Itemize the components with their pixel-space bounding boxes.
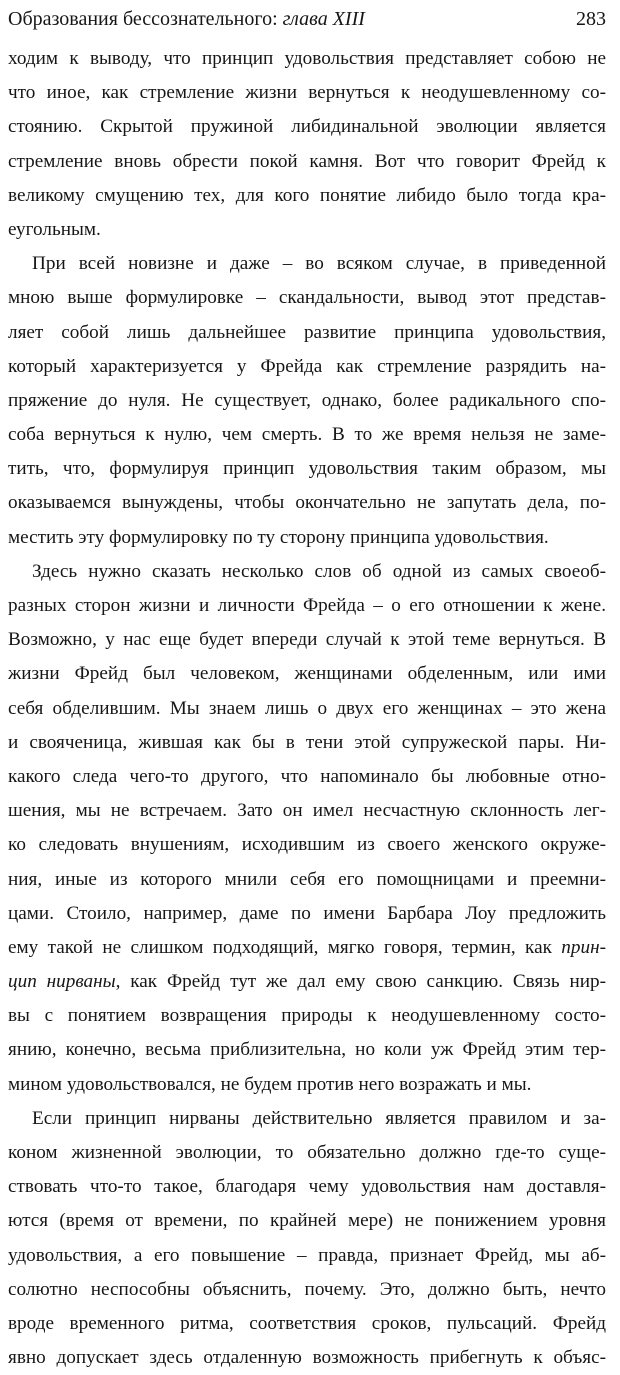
body-text: [8, 42, 606, 1375]
text-line: еугольным.: [8, 218, 101, 240]
text-line: коном жизненной эволюции, то обязательно должно где-то суще-: [8, 1142, 606, 1163]
text-line: жизни Фрейд был человеком, женщинами обделенным, или ими: [8, 663, 606, 685]
text-line: явно допускает здесь отдаленную возможность прибегнуть к объяс-: [8, 1347, 606, 1369]
text-line: что иное, как стремление жизни вернуться к неодушевленному со-: [8, 82, 606, 104]
text-line: ходим к выводу, что принцип удовольствия представляет собою не: [8, 48, 606, 69]
text-line: ствовать что-то такое, благодаря чему удовольствия нам доставля-: [8, 1176, 606, 1198]
text-line: ния, иные из которого мнили себя его помощницами и преемни-: [8, 868, 606, 890]
text-line: который характеризуется у Фрейда как стремление разрядить на-: [8, 355, 606, 377]
chapter-label: глава XIII: [282, 8, 365, 30]
italic-term: цип нирваны,: [8, 971, 121, 993]
text-line: пряжение до нуля. Не существует, однако, более радикального спо-: [8, 389, 606, 411]
text-line: соба вернуться к нулю, чем смерть. В то же время нельзя не заме-: [8, 424, 606, 446]
text-line: солютно неспособны объяснить, почему. Это, должно быть, нечто: [8, 1278, 606, 1300]
text-line: стоянию. Скрытой пружиной либидинальной эволюции является: [8, 116, 606, 138]
book-title: Образования бессознательного:: [8, 8, 278, 30]
text-line: себя обделившим. Мы знаем лишь о двух его женщинах – это жена: [8, 697, 606, 719]
text-line: стремление вновь обрести покой камня. Вот что говорит Фрейд к: [8, 150, 606, 172]
text-line: вы с понятием возвращения природы к неодушевленному состо-: [8, 1005, 606, 1027]
text-line: и свояченица, жившая как бы в тени этой супружеской пары. Ни-: [8, 731, 606, 753]
text-line: ляет собой лишь дальнейшее развитие принципа удовольствия,: [8, 321, 606, 343]
running-head-title: [8, 4, 365, 34]
text-line: оказываемся вынуждены, чтобы окончательно не запутать дела, по-: [8, 492, 606, 514]
paragraph-3: [8, 555, 606, 1102]
text-line: удовольствия, а его повышение – правда, признает Фрейд, мы аб-: [8, 1244, 606, 1266]
text-line: Возможно, у нас еще будет впереди случай к этой теме вернуться. В: [8, 629, 606, 651]
text-line: шения, мы не встречаем. Зато он имел несчастную склонность лег-: [8, 800, 606, 822]
text-line: Если принцип нирваны действительно является правилом и за-: [32, 1107, 606, 1129]
text-line: цами. Стоило, например, даме по имени Барбара Лоу предложить: [8, 902, 606, 924]
text-line: При всей новизне и даже – во всяком случае, в приведенной: [32, 253, 606, 275]
paragraph-4: [8, 1102, 606, 1375]
text-line: ются (время от времени, по крайней мере) не понижением уровня: [8, 1210, 606, 1232]
text-line: [8, 931, 606, 965]
italic-term: прин-: [561, 936, 606, 958]
text-run: как Фрейд тут же дал ему свою санкцию. Связь нир-: [120, 971, 606, 993]
text-line: Здесь нужно сказать несколько слов об одной из самых своеоб-: [32, 560, 606, 582]
text-line: янию, конечно, весьма приблизительна, но коли уж Фрейд этим тер-: [8, 1039, 606, 1061]
text-line: [8, 965, 606, 999]
text-line: великому смущению тех, для кого понятие либидо было тогда кра-: [8, 184, 606, 206]
running-head: [8, 4, 606, 38]
text-line: тить, что, формулируя принцип удовольствия таким образом, мы: [8, 458, 606, 480]
text-line: разных сторон жизни и личности Фрейда – о его отношении к жене.: [8, 595, 606, 616]
text-line: местить эту формулировку по ту сторону принципа удовольствия.: [8, 526, 549, 548]
text-line: мином удовольствовался, не будем против него возражать и мы.: [8, 1073, 532, 1095]
text-run: ему такой не слишком подходящий, мягко говоря, термин, как: [8, 936, 552, 958]
paragraph-2: [8, 247, 606, 555]
text-line: какого следа чего-то другого, что напоминало бы любовные отно-: [8, 765, 606, 787]
text-line: ко следовать внушениям, исходившим из своего женского окруже-: [8, 834, 606, 856]
text-line: мною выше формулировке – скандальности, вывод этот представ-: [8, 287, 606, 309]
text-line: вроде временного ритма, соответствия сроков, пульсаций. Фрейд: [8, 1312, 606, 1334]
page-number: 283: [576, 8, 606, 30]
paragraph-1: [8, 42, 606, 247]
